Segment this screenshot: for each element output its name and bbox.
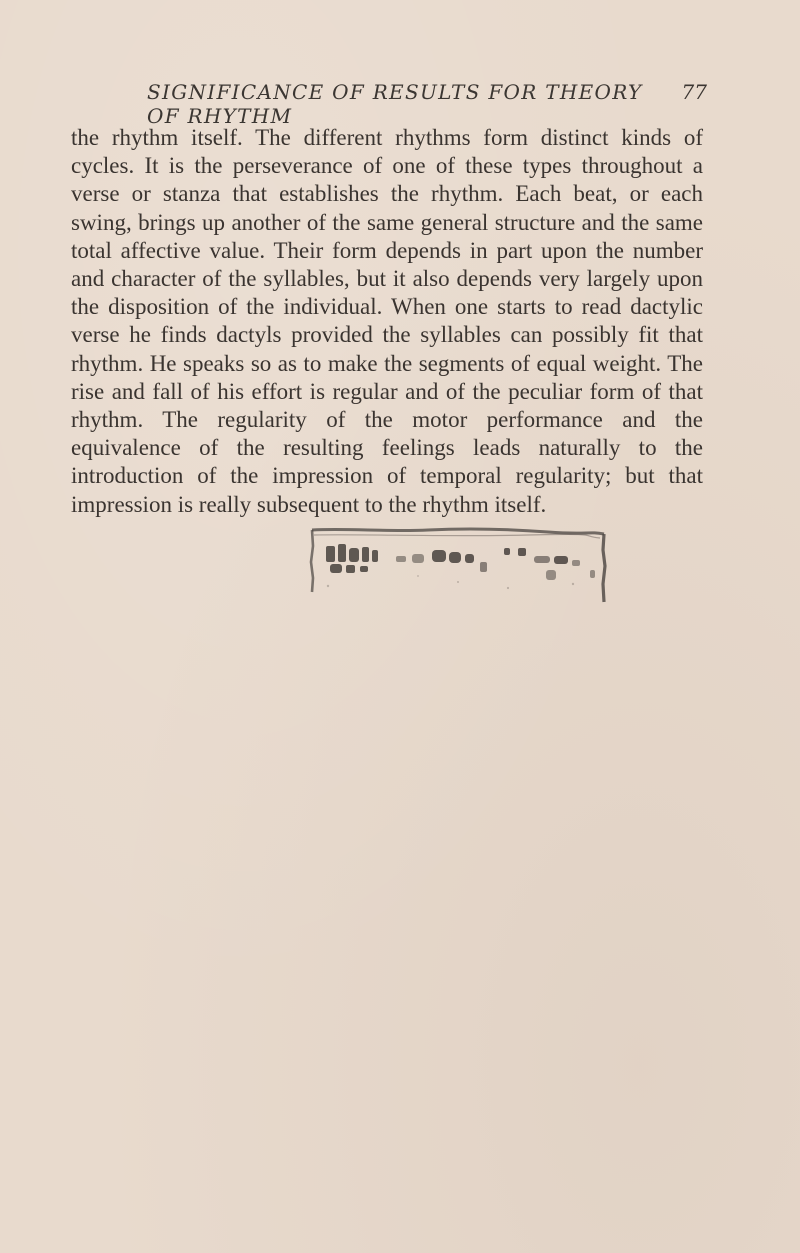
body-paragraph: the rhythm itself. The different rhythms form distinct kinds of cycles. It is the perseverance of one of these types throughout a verse or stanza that establishes the rhythm. Each beat, or each swing, brings up another of the same general structure and the same total affective value. Their form depends in part upon the number and character of the syllables, but it also depends very largely upon the disposition of the individual. When one starts to read dactylic verse he finds dactyls provided the syllables can possibly fit that rhythm. He speaks so as to make the segments of equal weight. The rise and fall of his effort is regular and of the peculiar form of that rhythm. The regularity of the motor performance and the equivalence of the resulting feelings leads naturally to the introduction of the impression of temporal regularity; but that impression is really subsequent to the rhythm itself. — [71, 125, 703, 517]
page-number: 77 — [681, 80, 707, 104]
running-title: SIGNIFICANCE OF RESULTS FOR THEORY OF RHYTHM — [147, 80, 643, 128]
library-stamp-icon — [308, 526, 608, 606]
running-head — [147, 80, 707, 128]
